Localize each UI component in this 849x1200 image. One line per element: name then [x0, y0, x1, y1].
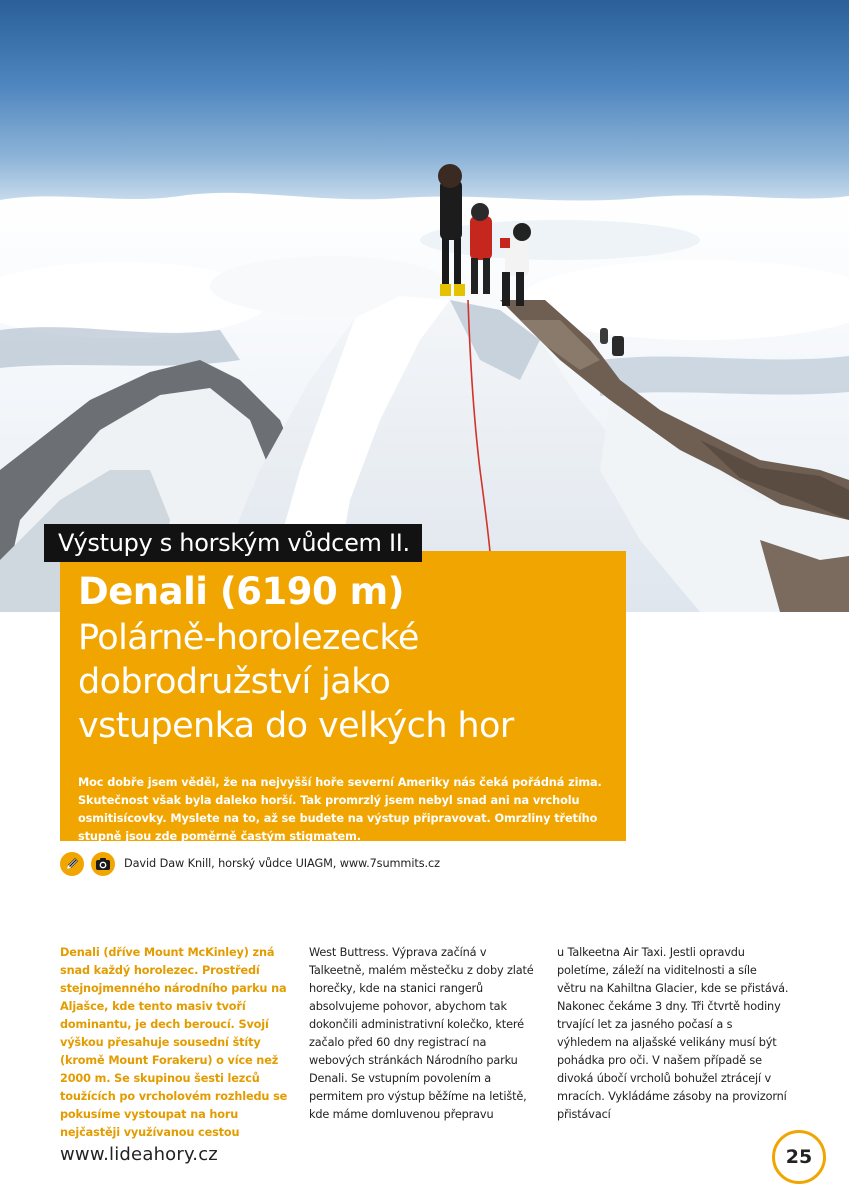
- camera-icon: [91, 852, 115, 876]
- footer-url[interactable]: www.lideahory.cz: [60, 1144, 218, 1165]
- series-label: Výstupy s horským vůdcem II.: [44, 524, 422, 562]
- body-column-1: [60, 944, 292, 1142]
- body-paragraph: West Buttress. Výprava začíná v Talkeetně, malém městečku z doby zlaté horečky, kde na stanici rangerů absolvujeme pohovor, abychom tak dokončili administrativní kolečko, které začalo před 60 dny registrací na webových stránkách Národního parku Denali. Se vstupním povolením a permitem pro výstup běžíme na letiště, kde máme domluvenou přepravu: [309, 946, 534, 1121]
- title-box: [60, 551, 626, 841]
- body-column-3: [557, 944, 789, 1124]
- lead-paragraph: Moc dobře jsem věděl, že na nejvyšší hoře severní Ameriky nás čeká pořádná zima. Skutečnost však byla daleko horší. Tak promrzlý jsem nebyl snad ani na vrcholu osmitisícovky. Myslete na to, až se budete na výstup připravovat. Omrzliny třetího stupně jsou zde poměrně častým stigmatem.: [78, 776, 602, 843]
- intro-paragraph: Denali (dříve Mount McKinley) zná snad každý horolezec. Prostředí stejnojmenného národního parku na Aljašce, kde tento masiv tvoří dominantu, je dech beroucí. Svojí výškou přesahuje sousední štíty (kromě Mount Forakeru) o více než 2000 m. Se skupinou šesti lezců toužících po vrcholovém rozhledu se pokusíme vystoupat na horu nejčastěji využívanou cestou: [60, 946, 288, 1139]
- body-column-2: [309, 944, 541, 1124]
- article-subtitle: Polárně-horolezecké dobrodružství jako vstupenka do velkých hor: [78, 618, 514, 746]
- body-paragraph: u Talkeetna Air Taxi. Jestli opravdu poletíme, záleží na viditelnosti a síle větru na Kahiltna Glacier, kde se přistává. Nakonec čekáme 3 dny. Tři čtvrtě hodiny trvající let za jasného počasí a s výhledem na aljašské velikány musí být pohádka pro oči. V našem případě se divoká úbočí vrcholů bohužel ztrácejí v mracích. Vykládáme zásoby na provizorní přistávací: [557, 946, 789, 1121]
- author-line: [60, 851, 440, 876]
- article-title: Denali (6190 m): [78, 570, 405, 613]
- author-text: David Daw Knill, horský vůdce UIAGM, www.7summits.cz: [124, 857, 440, 870]
- page-number: 25: [772, 1130, 826, 1184]
- pencil-icon: [60, 852, 84, 876]
